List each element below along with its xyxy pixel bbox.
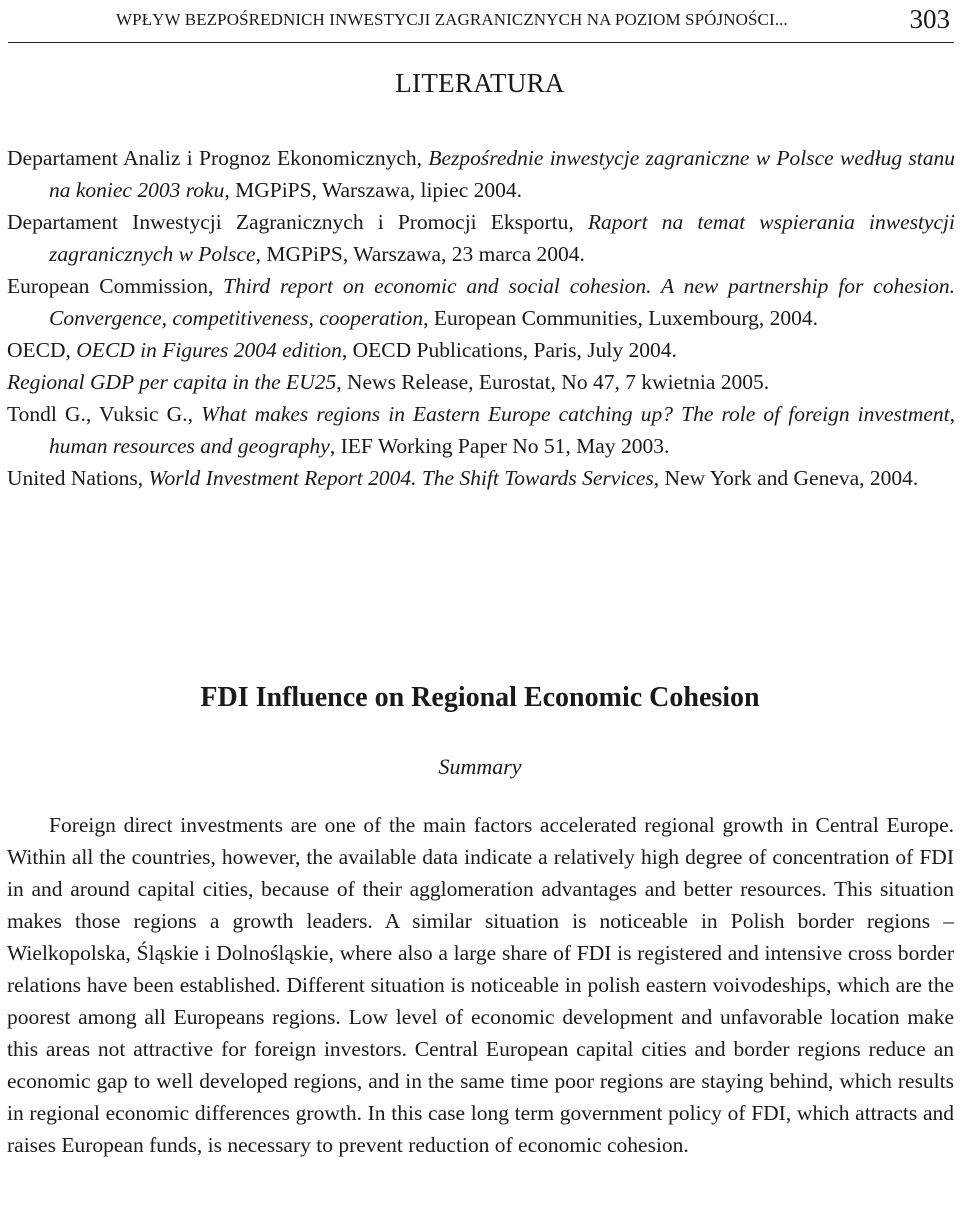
reference-entry: United Nations, World Investment Report 2004. The Shift Towards Services, New York and Geneva, 2004. xyxy=(7,466,919,490)
summary-label: Summary xyxy=(438,754,522,779)
running-header xyxy=(8,4,954,43)
reference-entry: Departament Inwestycji Zagranicznych i Promocji Eksportu, Raport na temat wspierania inwestycji zagranicznych w Polsce, MGPiPS, Warszawa, 23 marca 2004. xyxy=(7,210,955,266)
running-title: WPŁYW BEZPOŚREDNICH INWESTYCJI ZAGRANICZNYCH NA POZIOM SPÓJNOŚCI... xyxy=(116,10,788,29)
reference-entry: Regional GDP per capita in the EU25, News Release, Eurostat, No 47, 7 kwietnia 2005. xyxy=(7,370,770,394)
reference-entry: Departament Analiz i Prognoz Ekonomicznych, Bezpośrednie inwestycje zagraniczne w Polsce według stanu na koniec 2003 roku, MGPiPS, Warszawa, lipiec 2004. xyxy=(7,146,955,202)
reference-list xyxy=(7,142,955,494)
summary-title: FDI Influence on Regional Economic Cohesion xyxy=(200,682,760,713)
page-number: 303 xyxy=(909,4,950,34)
reference-entry: Tondl G., Vuksic G., What makes regions in Eastern Europe catching up? The role of foreign investment, human resources and geography, IEF Working Paper No 51, May 2003. xyxy=(7,402,955,458)
literature-heading: LITERATURA xyxy=(395,68,565,98)
reference-entry: European Commission, Third report on economic and social cohesion. A new partnership for cohesion. Convergence, competitiveness, cooperation, European Communities, Luxembourg, 2004. xyxy=(7,274,955,330)
reference-entry: OECD, OECD in Figures 2004 edition, OECD Publications, Paris, July 2004. xyxy=(7,338,677,362)
summary-body: Foreign direct investments are one of the main factors accelerated regional growth in Central Europe. Within all the countries, however, the available data indicate a relatively high degree of concentration of FDI in and around capital cities, because of their agglomeration advantages and better resources. This situation makes those regions a growth leaders. A similar situation is noticeable in Polish border regions – Wielkopolska, Śląskie i Dolnośląskie, where also a large share of FDI is registered and intensive cross border relations have been established. Different situation is noticeable in polish eastern voivodeships, which are the poorest among all Europeans regions. Low level of economic development and unfavorable location make this areas not attractive for foreign investors. Central European capital cities and border regions reduce an economic gap to well developed regions, and in the same time poor regions are staying behind, which results in regional economic differences growth. In this case long term government policy of FDI, which attracts and raises European funds, is necessary to prevent reduction of economic cohesion. xyxy=(7,813,954,1157)
